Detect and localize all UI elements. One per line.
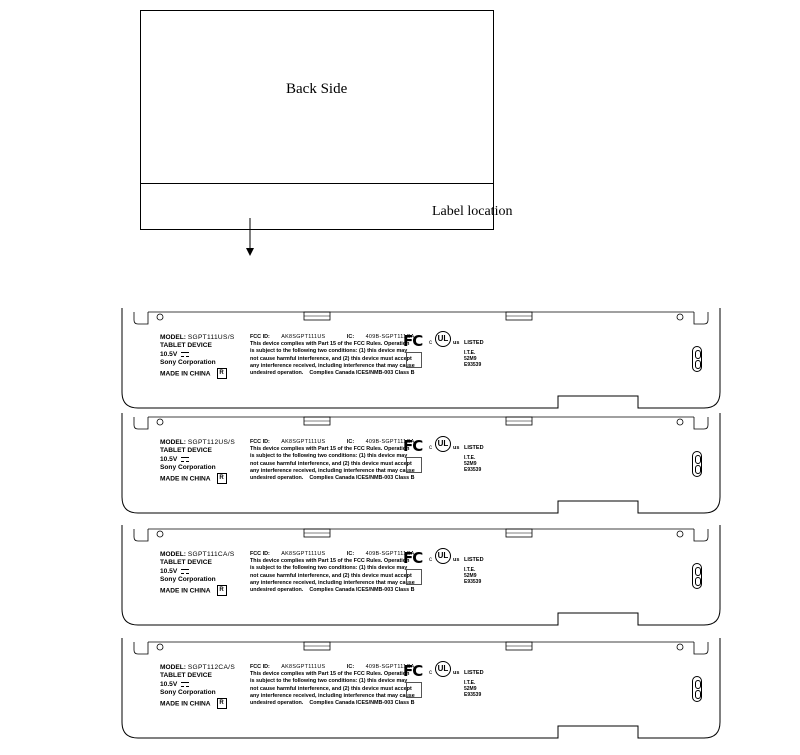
c-mark: c (429, 445, 432, 451)
canada-compliance: Complies Canada ICES/NMB-003 Class B (309, 700, 415, 707)
fcc-statement-line: This device complies with Part 15 of the FCC Rules. Operation (250, 341, 410, 348)
label-location-label: Label location (432, 204, 513, 219)
fcc-statement-line: is subject to the following two conditions: (1) this device may (250, 348, 408, 355)
voltage: 10.5V (160, 350, 178, 358)
ite-label: I.T.E. (464, 680, 476, 686)
ic-label: IC: (346, 439, 355, 445)
dc-symbol-icon (181, 682, 189, 687)
fcc-statement-line: any interference received, including interference that may cause (250, 467, 415, 474)
slider-switch-icon (692, 451, 702, 477)
ite-code: E93539 (464, 579, 482, 585)
r-mark-icon: R (217, 698, 227, 709)
canada-compliance: Complies Canada ICES/NMB-003 Class B (309, 370, 415, 377)
dc-symbol-icon (181, 457, 189, 462)
slider-switch-icon (692, 346, 702, 372)
listed-mark: LISTED (464, 340, 484, 346)
ite-code: 52M9 (464, 356, 477, 362)
fcc-statement-line: This device complies with Part 15 of the FCC Rules. Operation (250, 671, 410, 678)
label-area-divider (141, 183, 493, 184)
model-block (160, 439, 235, 484)
listed-mark: LISTED (464, 445, 484, 451)
model-number: SGPT112US/S (187, 439, 236, 446)
model-number: SGPT111US/S (187, 334, 235, 341)
us-mark: us (453, 670, 460, 676)
ite-code: E93539 (464, 692, 482, 698)
listed-mark: LISTED (464, 670, 484, 676)
fcc-id-label: FCC ID: (250, 334, 270, 340)
ic-label: IC: (346, 551, 355, 557)
down-arrow-icon (244, 218, 256, 256)
model-prefix: MODEL: (160, 334, 187, 341)
r-mark-icon: R (217, 473, 227, 484)
c-mark: c (429, 340, 432, 346)
ite-code: E93539 (464, 362, 482, 368)
model-prefix: MODEL: (160, 551, 187, 558)
blank-mark-box (406, 352, 422, 368)
ul-logo-icon: UL (435, 436, 451, 452)
model-block (160, 551, 235, 596)
fcc-logo-icon: FC (403, 662, 423, 680)
slider-switch-icon (692, 563, 702, 589)
ite-label: I.T.E. (464, 455, 476, 461)
ite-block (464, 680, 481, 698)
us-mark: us (453, 445, 460, 451)
label-strip-2 (118, 413, 726, 517)
fcc-id: AK8SGPT111US (281, 551, 326, 557)
slider-switch-icon (692, 676, 702, 702)
voltage: 10.5V (160, 680, 178, 688)
blank-mark-box (406, 457, 422, 473)
origin: MADE IN CHINA (160, 369, 211, 377)
model-block (160, 334, 235, 379)
fcc-id-label: FCC ID: (250, 664, 270, 670)
listed-mark: LISTED (464, 557, 484, 563)
model-number: SGPT111CA/S (187, 551, 235, 558)
ic-label: IC: (346, 334, 355, 340)
dc-symbol-icon (181, 352, 189, 357)
voltage: 10.5V (160, 455, 178, 463)
label-strip-3 (118, 525, 726, 629)
fcc-logo-icon: FC (403, 437, 423, 455)
us-mark: us (453, 340, 460, 346)
maker: Sony Corporation (160, 576, 216, 584)
model-number: SGPT112CA/S (187, 664, 236, 671)
ic-label: IC: (346, 664, 355, 670)
fcc-logo-icon: FC (403, 332, 423, 350)
voltage: 10.5V (160, 567, 178, 575)
ite-block (464, 350, 481, 368)
fcc-statement-line: any interference received, including interference that may cause (250, 692, 415, 699)
label-strip-4 (118, 638, 726, 742)
fcc-statement-line: any interference received, including interference that may cause (250, 362, 415, 369)
back-side-label: Back Side (286, 81, 348, 97)
fcc-statement-line: is subject to the following two conditions: (1) this device may (250, 565, 408, 572)
ul-logo-icon: UL (435, 661, 451, 677)
origin: MADE IN CHINA (160, 474, 211, 482)
fcc-id: AK8SGPT111US (281, 334, 326, 340)
fcc-id-label: FCC ID: (250, 439, 270, 445)
fcc-statement-line: not cause harmful interference, and (2) this device must accept (250, 685, 412, 692)
maker: Sony Corporation (160, 359, 216, 367)
fcc-id: AK8SGPT111US (281, 664, 326, 670)
model-block (160, 664, 235, 709)
device-type: TABLET DEVICE (160, 559, 212, 567)
blank-mark-box (406, 682, 422, 698)
origin: MADE IN CHINA (160, 586, 211, 594)
canada-compliance: Complies Canada ICES/NMB-003 Class B (309, 475, 415, 482)
us-mark: us (453, 557, 460, 563)
ite-block (464, 455, 481, 473)
blank-mark-box (406, 569, 422, 585)
maker: Sony Corporation (160, 464, 216, 472)
fcc-statement-line: is subject to the following two conditions: (1) this device may (250, 453, 408, 460)
ite-block (464, 567, 481, 585)
fcc-statement-line: This device complies with Part 15 of the FCC Rules. Operation (250, 558, 410, 565)
r-mark-icon: R (217, 585, 227, 596)
canada-compliance: Complies Canada ICES/NMB-003 Class B (309, 587, 415, 594)
fcc-statement-line: is subject to the following two conditions: (1) this device may (250, 678, 408, 685)
r-mark-icon: R (217, 368, 227, 379)
label-strip-1 (118, 308, 726, 412)
fcc-statement-line: undesired operation. (250, 587, 304, 594)
ite-code: E93539 (464, 467, 482, 473)
model-prefix: MODEL: (160, 439, 187, 446)
fcc-statement-line: not cause harmful interference, and (2) this device must accept (250, 460, 412, 467)
ite-label: I.T.E. (464, 567, 476, 573)
fcc-id: AK8SGPT111US (281, 439, 326, 445)
origin: MADE IN CHINA (160, 699, 211, 707)
fcc-id-label: FCC ID: (250, 551, 270, 557)
device-type: TABLET DEVICE (160, 342, 212, 350)
fcc-statement-line: any interference received, including interference that may cause (250, 579, 415, 586)
fcc-statement-line: not cause harmful interference, and (2) this device must accept (250, 572, 412, 579)
fcc-statement-line: undesired operation. (250, 370, 304, 377)
device-back-outline (140, 10, 494, 230)
ic-number: 409B-SGPT111CA (365, 664, 415, 670)
ite-label: I.T.E. (464, 350, 476, 356)
fcc-statement-line: not cause harmful interference, and (2) this device must accept (250, 355, 412, 362)
device-type: TABLET DEVICE (160, 447, 212, 455)
model-prefix: MODEL: (160, 664, 187, 671)
ul-logo-icon: UL (435, 331, 451, 347)
ic-number: 409B-SGPT111CA (365, 551, 415, 557)
fcc-logo-icon: FC (403, 549, 423, 567)
ul-logo-icon: UL (435, 548, 451, 564)
ite-code: 52M9 (464, 686, 477, 692)
dc-symbol-icon (181, 569, 189, 574)
c-mark: c (429, 557, 432, 563)
fcc-statement-line: undesired operation. (250, 700, 304, 707)
ic-number: 409B-SGPT111CA (365, 439, 415, 445)
c-mark: c (429, 670, 432, 676)
fcc-statement-line: This device complies with Part 15 of the FCC Rules. Operation (250, 446, 410, 453)
ite-code: 52M9 (464, 461, 477, 467)
ic-number: 409B-SGPT111CA (365, 334, 415, 340)
fcc-statement-line: undesired operation. (250, 475, 304, 482)
ite-code: 52M9 (464, 573, 477, 579)
maker: Sony Corporation (160, 689, 216, 697)
device-type: TABLET DEVICE (160, 672, 212, 680)
